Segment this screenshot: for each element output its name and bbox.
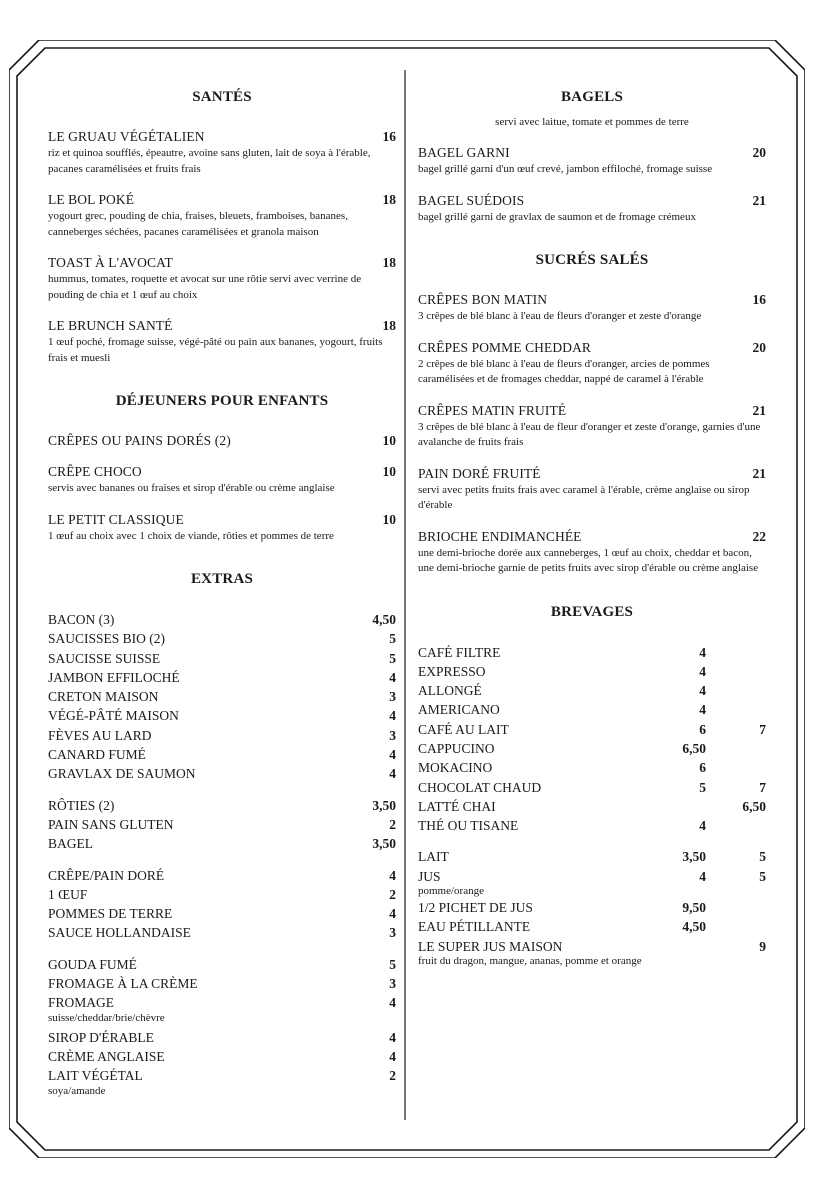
beverage-price-small: 4 (699, 644, 706, 660)
extras-item-price: 4 (389, 747, 396, 763)
extras-group (48, 866, 396, 943)
beverage-name: THÉ OU TISANE (418, 818, 519, 834)
beverage-name: JUS (418, 868, 441, 884)
menu-item-price: 10 (382, 433, 396, 448)
section-bagels (418, 86, 766, 225)
extras-item-price: 3,50 (372, 797, 396, 813)
beverage-name: EXPRESSO (418, 663, 486, 679)
menu-item-price: 21 (752, 402, 766, 418)
beverage-price-small: 4 (699, 683, 706, 699)
extras-row (48, 1028, 396, 1047)
extras-row (48, 815, 396, 834)
extras-item-note: suisse/cheddar/brie/chèvre (48, 1011, 165, 1024)
menu-item-price: 21 (752, 465, 766, 481)
beverage-name: LAIT (418, 849, 449, 865)
menu-item-name: CRÊPES POMME CHEDDAR (418, 339, 592, 355)
menu-item-header (48, 191, 396, 208)
menu-item-description: yogourt grec, pouding de chia, fraises, bleuets, framboises, bananes, canneberges séchées, pacanes caramélisées et granola maison (48, 210, 348, 238)
menu-item-price: 18 (382, 255, 396, 270)
menu-item (48, 432, 396, 449)
beverage-row (418, 867, 766, 886)
extras-row (48, 1047, 396, 1066)
extras-item-price: 4 (389, 1048, 396, 1064)
extras-group (48, 610, 396, 784)
left-column (48, 86, 396, 1111)
menu-item-name: BAGEL GARNI (418, 145, 510, 160)
beverage-price-large: 7 (759, 721, 766, 737)
menu-item-description: bagel grillé garni de gravlax de saumon et de fromage crémeux (418, 210, 696, 223)
menu-item-description: 1 œuf au choix avec 1 choix de viande, rôties et pommes de terre (48, 529, 334, 542)
beverage-price-small: 4 (699, 702, 706, 718)
extras-item-name: 1 ŒUF (48, 886, 88, 902)
beverage-price-large: 7 (759, 779, 766, 795)
extras-row (48, 745, 396, 764)
menu-item-price: 18 (382, 318, 396, 333)
menu-item-name: PAIN DORÉ FRUITÉ (418, 465, 541, 481)
extras-item-name: CRETON MAISON (48, 689, 159, 705)
menu-item-description: bagel grillé garni d'un œuf crevé, jambon effiloché, fromage suisse (418, 163, 713, 175)
menu-item (48, 191, 396, 240)
extras-item-price: 5 (389, 956, 396, 972)
extras-item-name: FROMAGE À LA CRÈME (48, 976, 198, 992)
menu-item-price: 20 (752, 145, 766, 160)
menu-item-name: CRÊPES MATIN FRUITÉ (418, 402, 567, 418)
beverage-name: CHOCOLAT CHAUD (418, 779, 542, 795)
extras-item-price: 3 (389, 689, 396, 705)
extras-item-name: POMMES DE TERRE (48, 906, 173, 922)
menu-item-description: 3 crêpes de blé blanc à l'eau de fleur d'oranger et zeste d'orange, garnies d'une avalanche de fruits frais (418, 420, 761, 448)
section-title: SUCRÉS SALÉS (535, 252, 649, 268)
extras-item-name: GOUDA FUMÉ (48, 956, 137, 972)
section-title: BREVAGES (550, 603, 634, 620)
menu-item (48, 463, 396, 497)
menu-item-name: LE PETIT CLASSIQUE (48, 511, 184, 527)
beverage-row (418, 758, 766, 777)
menu-item (418, 402, 766, 451)
beverage-group (418, 847, 766, 967)
right-column (418, 86, 766, 980)
menu-item-description: 1 œuf poché, fromage suisse, végé-pâté ou pain aux bananes, yogourt, fruits frais et muesli (48, 336, 383, 364)
beverage-row (418, 681, 766, 700)
extras-item-price: 4 (389, 1029, 396, 1045)
menu-item-header (418, 144, 766, 161)
extras-item-price: 4,50 (372, 612, 396, 627)
menu-item-name: LE BOL POKÉ (48, 192, 135, 207)
menu-item-name: CRÊPE CHOCO (48, 464, 142, 479)
extras-group (48, 796, 396, 854)
beverage-name: ALLONGÉ (418, 683, 482, 699)
menu-item-price: 22 (752, 528, 766, 544)
section-brevages (418, 601, 766, 968)
menu-item-header (418, 528, 766, 545)
menu-item-header (418, 291, 766, 308)
section-title: DÉJEUNERS POUR ENFANTS (115, 393, 329, 409)
beverage-price-small: 9,50 (682, 900, 706, 916)
extras-item-name: CANARD FUMÉ (48, 747, 146, 763)
extras-row (48, 885, 396, 904)
section-sucres-sales (418, 249, 766, 577)
section-enfants (48, 390, 396, 544)
beverage-price-small: 3,50 (682, 849, 706, 865)
menu-item (48, 317, 396, 366)
extras-item-note: soya/amande (48, 1084, 106, 1097)
beverage-row (418, 898, 766, 917)
menu-item (48, 511, 396, 545)
beverage-name: EAU PÉTILLANTE (418, 919, 531, 935)
menu-item-description: 3 crêpes de blé blanc à l'eau de fleurs d'oranger et zeste d'orange (418, 310, 702, 322)
extras-item-price: 5 (389, 650, 396, 666)
beverage-row (418, 847, 766, 866)
menu-item-header (418, 402, 766, 419)
menu-item (418, 192, 766, 226)
extras-item-price: 2 (389, 886, 396, 902)
menu-item-description: 2 crêpes de blé blanc à l'eau de fleurs d'oranger, arcies de pommes caramélisées et de fromages cheddar, nappé de caramel à l'érable (418, 357, 710, 385)
menu-item-header (418, 339, 766, 356)
beverage-name: CAFÉ AU LAIT (418, 721, 509, 737)
extras-item-price: 4 (389, 995, 396, 1011)
beverage-row (418, 720, 766, 739)
extras-item-price: 4 (389, 766, 396, 782)
extras-item-price: 2 (389, 1068, 396, 1084)
extras-item-name: PAIN SANS GLUTEN (48, 816, 174, 832)
beverage-name: AMERICANO (418, 702, 500, 718)
menu-item-description: servis avec bananes ou fraises et sirop d'érable ou crème anglaise (48, 482, 335, 494)
extras-row (48, 955, 396, 974)
menu-item-description: riz et quinoa soufflés, épeautre, avoine sans gluten, lait de soya à l'érable, pacanes caramélisées et fruits frais (48, 147, 371, 175)
menu-item-price: 10 (382, 511, 396, 527)
menu-item-name: CRÊPES BON MATIN (418, 292, 548, 307)
extras-row (48, 687, 396, 706)
menu-item-header (48, 317, 396, 334)
extras-item-name: FÈVES AU LARD (48, 727, 152, 743)
section-santes (48, 86, 396, 366)
extras-item-price: 4 (389, 867, 396, 883)
beverage-name: LE SUPER JUS MAISON (418, 938, 563, 954)
menu-item-name: CRÊPES OU PAINS DORÉS (2) (48, 433, 231, 448)
extras-item-name: SAUCE HOLLANDAISE (48, 925, 191, 941)
beverage-row (418, 917, 766, 936)
beverage-name: CAPPUCINO (418, 740, 495, 756)
extras-row (48, 834, 396, 853)
extras-item-price: 3,50 (372, 836, 396, 852)
menu-item-description: hummus, tomates, roquette et avocat sur une rôtie servi avec verrine de pouding de chia et 1 œuf au choix (48, 273, 362, 301)
menu-item (418, 339, 766, 388)
extras-item-name: VÉGÉ-PÂTÉ MAISON (48, 708, 179, 724)
extras-group (48, 955, 396, 1099)
beverage-price-large: 5 (759, 849, 766, 865)
beverage-name: 1/2 PICHET DE JUS (418, 900, 533, 916)
beverage-price-large: 9 (759, 938, 766, 954)
menu-item-header (48, 463, 396, 480)
beverage-price-large: 5 (759, 868, 766, 884)
extras-row (48, 629, 396, 648)
menu-item-header (48, 254, 396, 271)
menu-item-price: 21 (752, 192, 766, 208)
extras-item-price: 4 (389, 708, 396, 724)
menu-item (418, 465, 766, 514)
section-title: EXTRAS (190, 571, 254, 587)
menu-item (48, 254, 396, 303)
beverage-row (418, 797, 766, 816)
extras-item-price: 3 (389, 976, 396, 992)
menu-item-name: BRIOCHE ENDIMANCHÉE (418, 528, 582, 544)
extras-item-name: SAUCISSE SUISSE (48, 650, 161, 666)
extras-row (48, 974, 396, 993)
extras-row (48, 904, 396, 923)
beverage-name: LATTÉ CHAI (418, 798, 496, 814)
menu-item-name: BAGEL SUÉDOIS (418, 192, 525, 208)
beverage-row (418, 662, 766, 681)
menu-item-header (48, 432, 396, 449)
extras-item-name: GRAVLAX DE SAUMON (48, 766, 196, 782)
menu-item (418, 291, 766, 325)
beverage-row (418, 739, 766, 758)
extras-row (48, 764, 396, 783)
beverage-note: pomme/orange (418, 885, 484, 898)
menu-item (48, 128, 396, 177)
extras-item-name: BAGEL (48, 836, 93, 852)
extras-item-price: 3 (389, 727, 396, 743)
beverage-note: fruit du dragon, mangue, ananas, pomme et orange (418, 954, 642, 967)
section-note: servi avec laitue, tomate et pommes de terre (495, 116, 689, 128)
menu-item-header (48, 128, 396, 145)
extras-item-name: LAIT VÉGÉTAL (48, 1068, 143, 1084)
extras-row (48, 866, 396, 885)
beverage-price-large: 6,50 (742, 798, 766, 814)
menu-item-price: 20 (752, 339, 766, 355)
beverage-group (418, 643, 766, 836)
beverage-row (418, 816, 766, 835)
beverage-name: MOKACINO (418, 760, 493, 776)
beverage-price-small: 4 (699, 663, 706, 679)
beverage-row (418, 700, 766, 719)
menu-item-name: LE GRUAU VÉGÉTALIEN (48, 129, 205, 144)
extras-item-name: FROMAGE (48, 995, 115, 1011)
beverage-price-small: 4 (699, 818, 706, 834)
extras-item-name: CRÊPE/PAIN DORÉ (48, 867, 165, 883)
menu-item-header (48, 511, 396, 528)
extras-row (48, 706, 396, 725)
beverage-price-small: 6,50 (682, 740, 706, 756)
beverage-price-small: 5 (699, 779, 706, 795)
beverage-price-small: 4 (699, 868, 706, 884)
menu-item-header (418, 192, 766, 209)
menu-item-price: 18 (382, 192, 396, 207)
extras-item-price: 4 (389, 906, 396, 922)
menu-item-description: servi avec petits fruits frais avec caramel à l'érable, crème anglaise ou sirop d'érable (418, 483, 750, 511)
menu-item-description: une demi-brioche dorée aux canneberges, 1 œuf au choix, cheddar et bacon, une demi-brioche garnie de petits fruits avec sirop d'érable ou crème anglaise (418, 546, 759, 574)
extras-item-name: SAUCISSES BIO (2) (48, 631, 166, 647)
beverage-price-small: 6 (699, 721, 706, 737)
beverage-row (418, 643, 766, 662)
menu-item (418, 144, 766, 178)
extras-item-name: SIROP D'ÉRABLE (48, 1029, 154, 1045)
beverage-price-small: 4,50 (682, 919, 706, 935)
extras-row (48, 649, 396, 668)
extras-item-name: RÔTIES (2) (48, 797, 115, 813)
extras-item-price: 4 (389, 669, 396, 685)
menu-item-price: 16 (382, 129, 396, 144)
menu-item-price: 10 (382, 464, 396, 479)
section-title: BAGELS (560, 89, 624, 105)
menu-item-price: 16 (752, 292, 766, 307)
menu-item-name: LE BRUNCH SANTÉ (48, 318, 173, 333)
section-extras (48, 568, 396, 1099)
section-title: SANTÉS (192, 89, 252, 105)
beverage-row (418, 937, 766, 956)
menu-item (418, 528, 766, 577)
extras-item-name: JAMBON EFFILOCHÉ (48, 669, 180, 685)
menu-item-name: TOAST À L'AVOCAT (48, 255, 173, 270)
beverage-price-small: 6 (699, 760, 706, 776)
extras-row (48, 726, 396, 745)
extras-item-price: 5 (389, 631, 396, 647)
beverage-row (418, 778, 766, 797)
extras-item-price: 3 (389, 925, 396, 941)
extras-item-name: CRÈME ANGLAISE (48, 1048, 165, 1064)
extras-row (48, 923, 396, 942)
extras-row (48, 610, 396, 629)
extras-row (48, 668, 396, 687)
beverage-name: CAFÉ FILTRE (418, 644, 501, 660)
extras-item-price: 2 (389, 816, 396, 832)
extras-item-name: BACON (3) (48, 612, 115, 627)
menu-item-header (418, 465, 766, 482)
extras-row (48, 796, 396, 815)
